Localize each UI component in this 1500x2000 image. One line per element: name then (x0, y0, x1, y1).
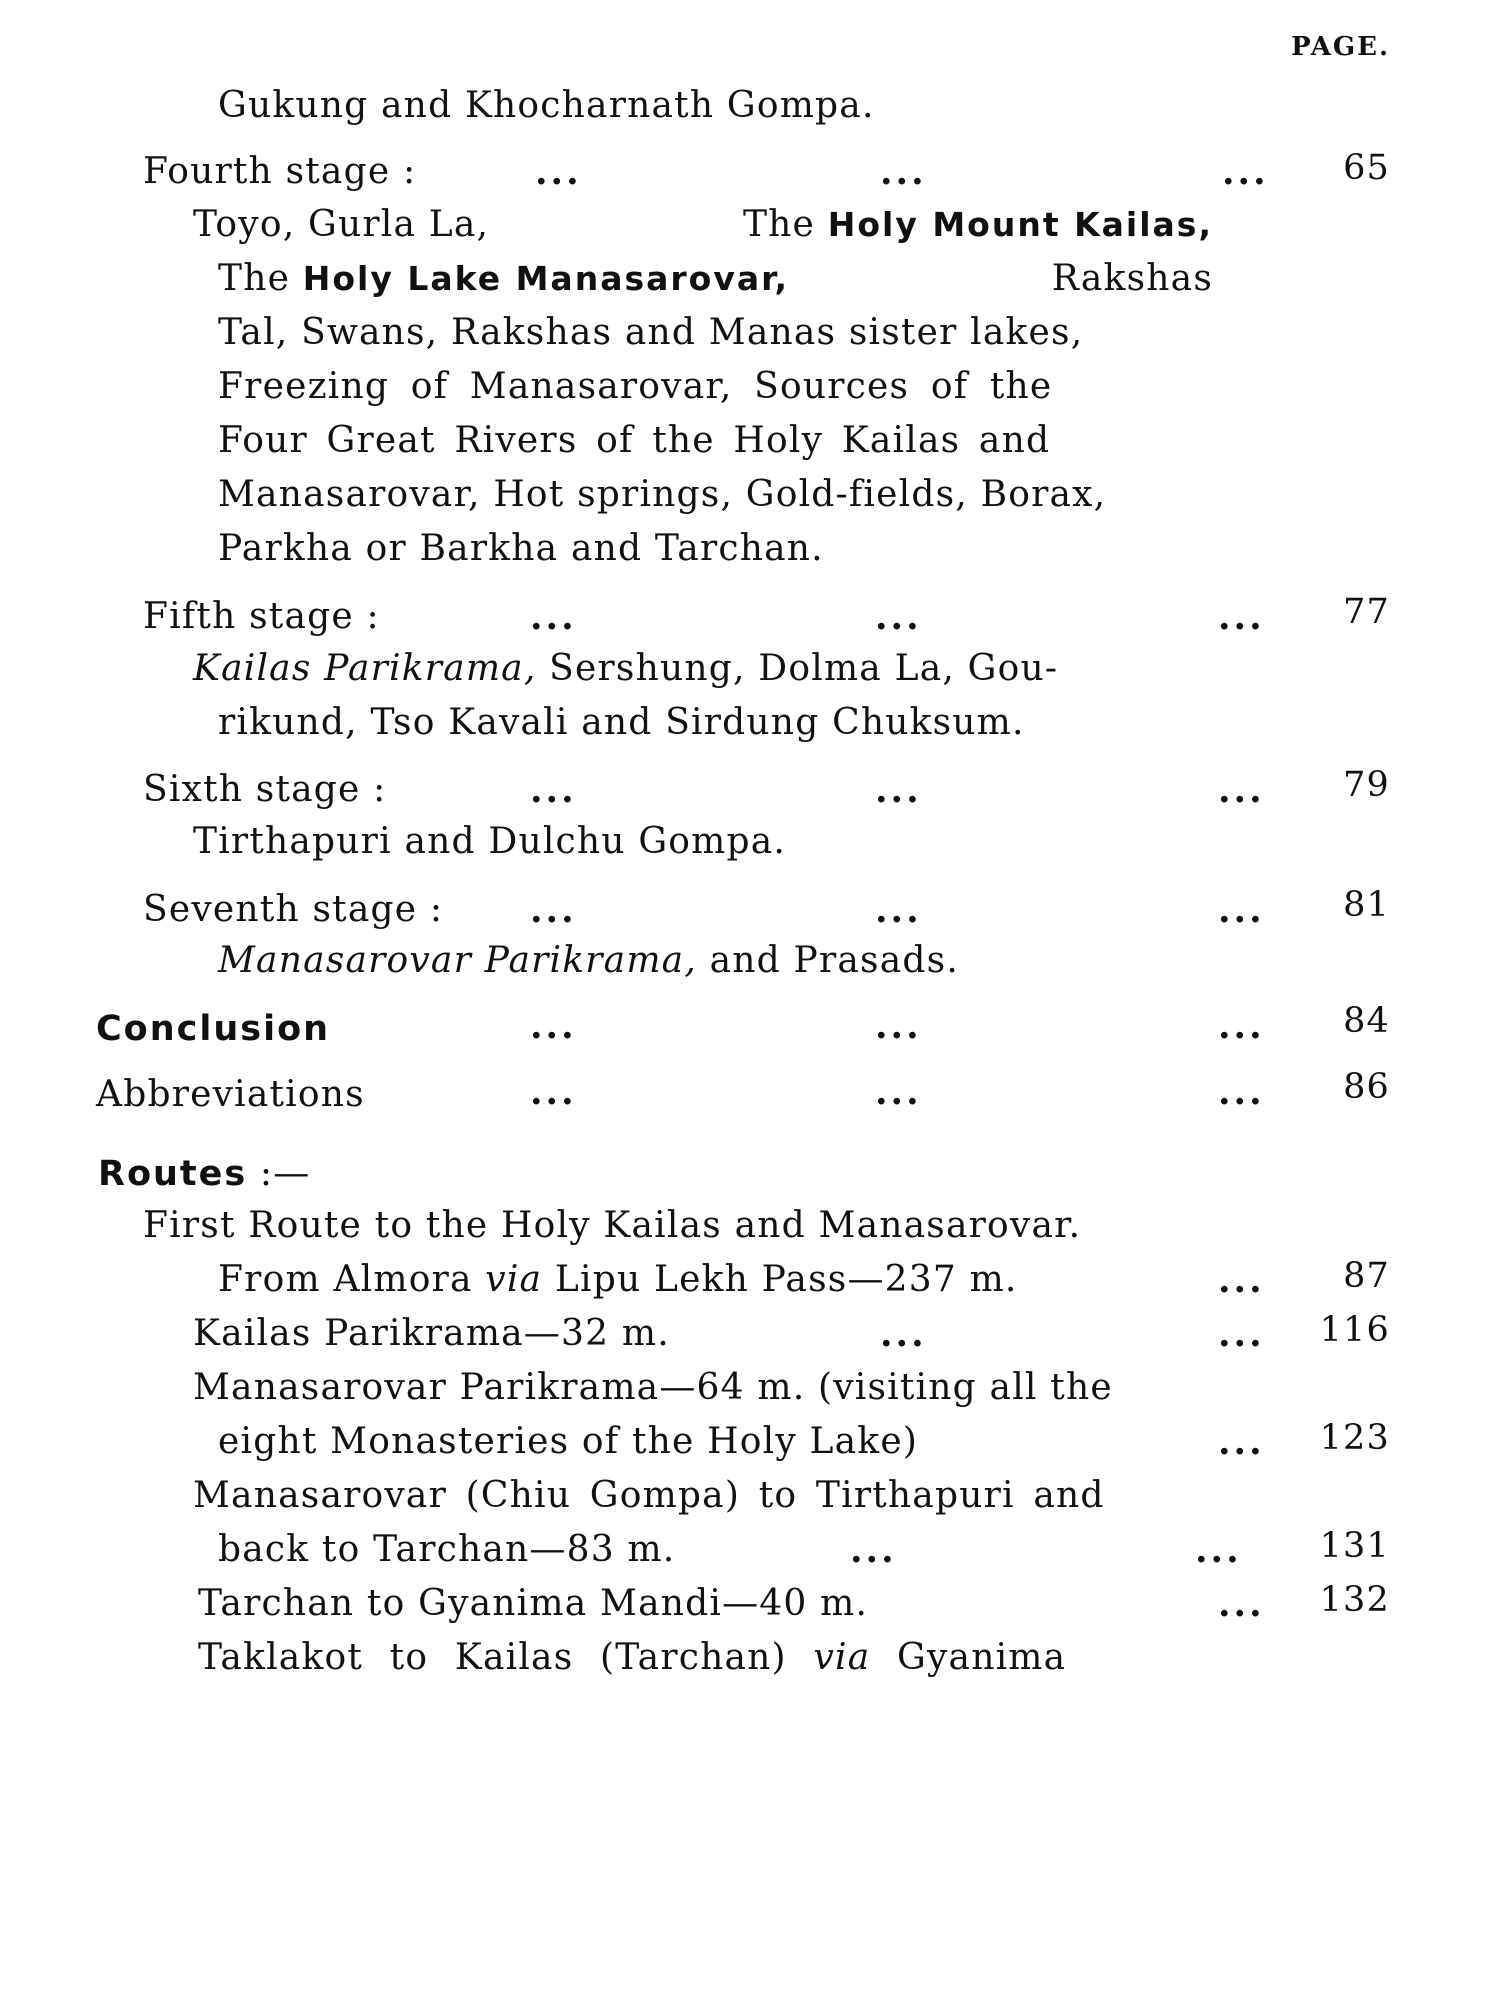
leader-dots: ... (850, 1529, 897, 1571)
text: Sershung, Dolma La, Gou- (549, 648, 1059, 689)
italic-text: via (813, 1637, 871, 1678)
text: The (742, 204, 816, 245)
fourth-stage-desc-line: Tal, Swans, Rakshas and Manas sister lakes, (218, 312, 1084, 353)
route-line: back to Tarchan—83 m. (218, 1529, 676, 1570)
route-line: Tarchan to Gyanima Mandi—40 m. (198, 1583, 869, 1624)
conclusion-label: Conclusion (96, 1009, 331, 1049)
italic-text: Manasarovar Parikrama, (218, 940, 697, 981)
text: Gyanima (897, 1637, 1067, 1678)
leader-dots: ... (875, 1071, 922, 1113)
page-number: 116 (1319, 1310, 1390, 1350)
leader-dots: ... (1218, 1313, 1265, 1355)
sixth-stage-label: Sixth stage : (143, 769, 387, 810)
fourth-stage-desc-line: Parkha or Barkha and Tarchan. (218, 528, 824, 569)
continued-line: Gukung and Khocharnath Gompa. (218, 85, 875, 126)
route-line: Manasarovar Parikrama—64 m. (visiting all the (193, 1367, 1113, 1408)
text: Toyo, Gurla La, (193, 204, 490, 245)
text: :— (259, 1153, 311, 1194)
route-line: Kailas Parikrama—32 m. (193, 1313, 670, 1354)
leader-dots: ... (880, 1313, 927, 1355)
leader-dots: ... (875, 889, 922, 931)
leader-dots: ... (1218, 1421, 1265, 1463)
seventh-stage-desc-line (218, 939, 959, 983)
text: From Almora (218, 1259, 473, 1300)
page-number: 87 (1343, 1256, 1390, 1296)
page-number: 132 (1319, 1580, 1390, 1620)
leader-dots: ... (1195, 1529, 1242, 1571)
fifth-stage-desc-line: rikund, Tso Kavali and Sirdung Chuksum. (218, 702, 1025, 743)
fifth-stage-desc-line (193, 647, 1058, 691)
page-number: 86 (1343, 1067, 1390, 1107)
route-line: Manasarovar (Chiu Gompa) to Tirthapuri and (193, 1475, 1105, 1516)
page-number: 131 (1319, 1526, 1390, 1566)
italic-text: Kailas Parikrama, (193, 648, 537, 689)
text: and Prasads. (709, 940, 959, 981)
text (743, 203, 1213, 247)
fourth-stage-label: Fourth stage : (143, 151, 417, 192)
leader-dots: ... (1218, 1583, 1265, 1625)
leader-dots: ... (880, 151, 927, 193)
leader-dots: ... (530, 596, 577, 638)
fourth-stage-desc-line (218, 257, 1213, 301)
leader-dots: ... (535, 151, 582, 193)
leader-dots: ... (875, 1005, 922, 1047)
page-number: 79 (1343, 765, 1390, 805)
leader-dots: ... (1218, 1259, 1265, 1301)
text (218, 257, 789, 301)
leader-dots: ... (1218, 769, 1265, 811)
bold-text: Holy Mount Kailas, (827, 205, 1213, 244)
text: The (218, 258, 291, 299)
leader-dots: ... (1218, 1005, 1265, 1047)
abbreviations-label: Abbreviations (96, 1074, 365, 1115)
page-column-header: PAGE. (1291, 32, 1390, 62)
bold-text: Holy Lake Manasarovar, (302, 259, 790, 298)
page-number: 123 (1319, 1418, 1390, 1458)
text: Lipu Lekh Pass—237 m. (554, 1259, 1018, 1300)
page-number: 65 (1343, 148, 1390, 188)
italic-text: via (485, 1259, 543, 1300)
fifth-stage-label: Fifth stage : (143, 596, 380, 637)
seventh-stage-label: Seventh stage : (143, 889, 444, 930)
leader-dots: ... (530, 1005, 577, 1047)
leader-dots: ... (530, 889, 577, 931)
leader-dots: ... (1218, 889, 1265, 931)
text: Rakshas (1051, 258, 1213, 299)
fourth-stage-desc-line: Manasarovar, Hot springs, Gold-fields, Borax, (218, 474, 1107, 515)
page-number: 77 (1343, 592, 1390, 632)
route-line (198, 1636, 1066, 1680)
fourth-stage-desc-line: Freezing of Manasarovar, Sources of the (218, 366, 1053, 407)
route-line: First Route to the Holy Kailas and Manasarovar. (143, 1205, 1082, 1246)
leader-dots: ... (1218, 1071, 1265, 1113)
leader-dots: ... (1218, 596, 1265, 638)
leader-dots: ... (530, 769, 577, 811)
routes-heading (98, 1152, 310, 1196)
bold-text: Routes (98, 1154, 248, 1194)
fourth-stage-desc-line (193, 203, 1213, 247)
leader-dots: ... (875, 769, 922, 811)
route-line: eight Monasteries of the Holy Lake) (218, 1421, 919, 1462)
fourth-stage-desc-line: Four Great Rivers of the Holy Kailas and (218, 420, 1051, 461)
page-number: 81 (1343, 885, 1390, 925)
route-line (218, 1258, 1018, 1302)
leader-dots: ... (1222, 151, 1269, 193)
text: Taklakot to Kailas (Tarchan) (198, 1637, 787, 1678)
sixth-stage-desc-line: Tirthapuri and Dulchu Gompa. (193, 821, 787, 862)
leader-dots: ... (530, 1071, 577, 1113)
leader-dots: ... (875, 596, 922, 638)
page-number: 84 (1343, 1001, 1390, 1041)
